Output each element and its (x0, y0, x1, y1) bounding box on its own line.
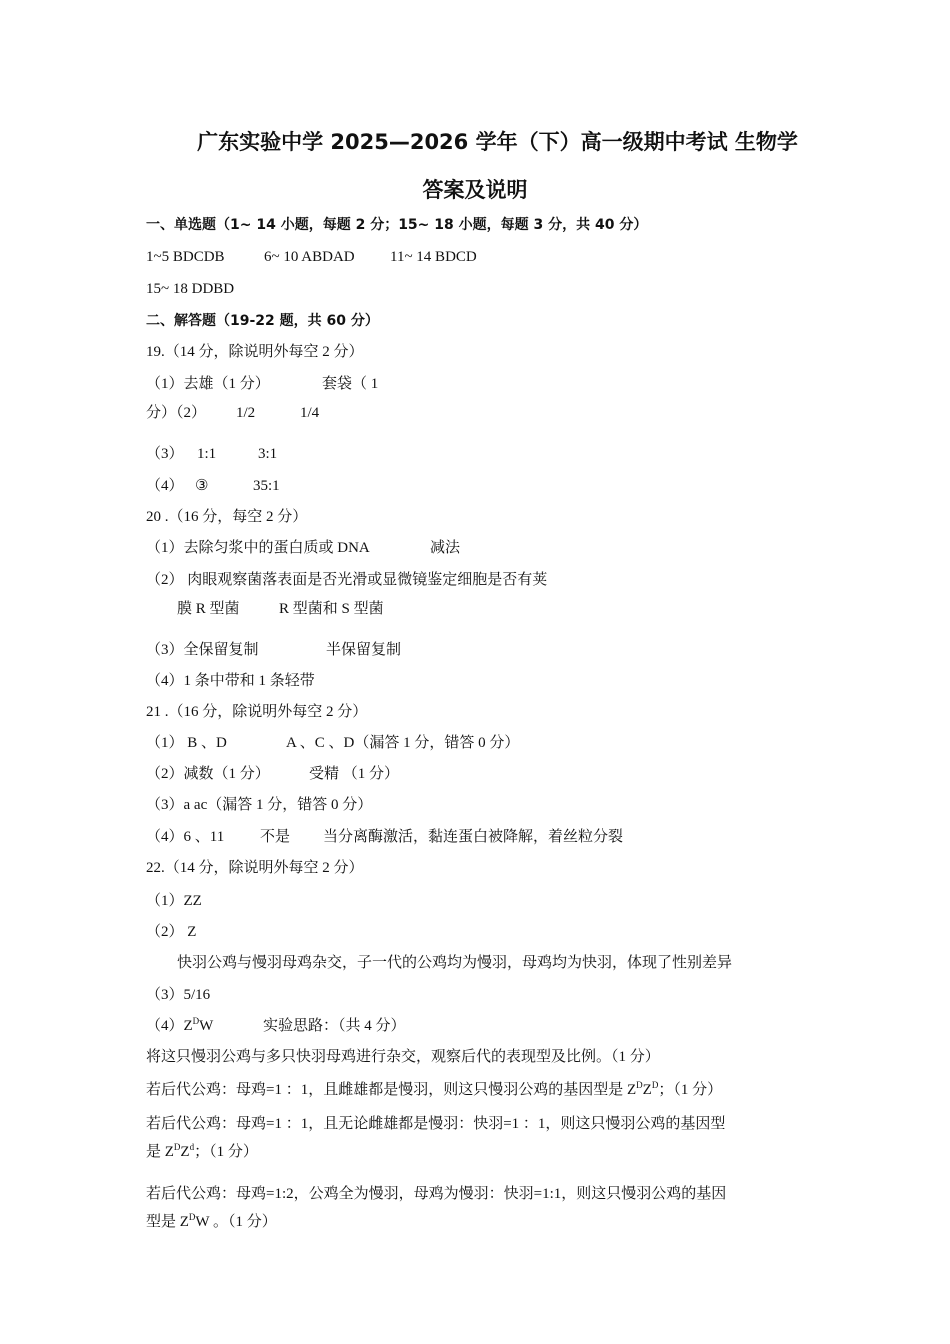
q19-header: 19.（14 分，除说明外每空 2 分） (146, 344, 364, 360)
q21-header: 21 .（16 分，除说明外每空 2 分） (146, 704, 368, 720)
q22-4-case2: 若后代公鸡：母鸡=1 ：1，且无论雌雄都是慢羽：快羽=1 ：1，则这只慢羽公鸡的基因型 (146, 1116, 726, 1132)
q19-2-a: 分）（2） (146, 405, 207, 421)
q19-1-a: （1）去雄（1 分） (146, 376, 270, 392)
q22-4-case1: 若后代公鸡：母鸡=1 ：1，且雌雄都是慢羽，则这只慢羽公鸡的基因型是 $Z^DZ^D$；（1 分） (146, 1080, 723, 1098)
q19-4-c: 35:1 (253, 478, 280, 494)
q19-2-c: 1/4 (300, 405, 320, 421)
q20-1-a: （1）去除匀浆中的蛋白质或 DNA (146, 540, 370, 556)
q21-2-b: 受精 （1 分） (309, 766, 400, 782)
q22-4-genotype: $(4)Z^DW$ (146, 1016, 214, 1034)
q19-4-b: ③ (195, 478, 209, 494)
q19-2-b: 1/2 (236, 405, 256, 421)
q22-3: （3）5/16 (146, 987, 211, 1003)
q21-1-b: A 、C 、D（漏答 1 分，错答 0 分） (286, 735, 520, 751)
document-subtitle: 答案及说明 (422, 178, 528, 202)
answer-6-10: 6~ 10 ABDAD (264, 249, 355, 265)
q20-3-b: 半保留复制 (326, 642, 402, 658)
q19-4-a: （4） (146, 478, 184, 494)
answer-1-5: 1~5 BDCDB (146, 249, 225, 265)
document-title: 广东实验中学 2025—2026 学年（下）高一级期中考试 生物学 (197, 130, 798, 154)
q21-4-c: 当分离酶激活，黏连蛋白被降解，着丝粒分裂 (323, 829, 624, 845)
answer-15-18: 15~ 18 DDBD (146, 281, 235, 297)
q20-header: 20 .（16 分，每空 2 分） (146, 509, 308, 525)
q20-2: （2） 肉眼观察菌落表面是否光滑或显微镜鉴定细胞是否有荚 (146, 572, 548, 588)
section2-heading: 二、解答题（19-22 题，共 60 分） (146, 313, 379, 329)
section1-heading: 一、单选题（1~ 14 小题，每题 2 分；15~ 18 小题，每题 3 分，共 40 分） (146, 217, 648, 233)
q21-3: （3）a ac（漏答 1 分，错答 0 分） (146, 797, 373, 813)
q22-2-explanation: 快羽公鸡与慢羽母鸡杂交，子一代的公鸡均为慢羽，母鸡均为快羽，体现了性别差异 (177, 955, 733, 971)
q22-header: 22.（14 分，除说明外每空 2 分） (146, 860, 364, 876)
q19-1-b: 套袋（ 1 (322, 376, 379, 392)
q20-2-cont-a: 膜 R 型菌 (177, 601, 240, 617)
q22-1: （1）ZZ (146, 893, 202, 909)
q22-4-idea-label: 实验思路：（共 4 分） (263, 1018, 406, 1034)
q19-3-c: 3:1 (258, 446, 278, 462)
q20-2-cont-b: R 型菌和 S 型菌 (279, 601, 384, 617)
q20-3-a: （3）全保留复制 (146, 642, 259, 658)
q21-2-a: （2）减数（1 分） (146, 766, 270, 782)
q20-1-b: 减法 (430, 540, 461, 556)
q22-4-idea: 将这只慢羽公鸡与多只快羽母鸡进行杂交，观察后代的表现型及比例。（1 分） (146, 1049, 660, 1065)
answer-11-14: 11~ 14 BDCD (390, 249, 477, 265)
q22-4-case3: 若后代公鸡：母鸡=1:2，公鸡全为慢羽，母鸡为慢羽：快羽=1:1，则这只慢羽公鸡的基因 (146, 1186, 727, 1202)
q22-4-case3-cont: 型是 $Z^DW$ 。（1 分） (146, 1212, 277, 1230)
q22-2: （2） Z (146, 924, 197, 940)
q19-3-a: （3） (146, 446, 184, 462)
q22-4-case2-cont: 是 $Z^DZ^d$；（1 分） (146, 1142, 258, 1160)
q21-4-a: （4）6 、11 (146, 829, 225, 845)
q21-4-b: 不是 (260, 829, 291, 845)
q20-4: （4）1 条中带和 1 条轻带 (146, 673, 315, 689)
q21-1-a: （1） B 、D (146, 735, 227, 751)
q19-3-b: 1:1 (197, 446, 217, 462)
